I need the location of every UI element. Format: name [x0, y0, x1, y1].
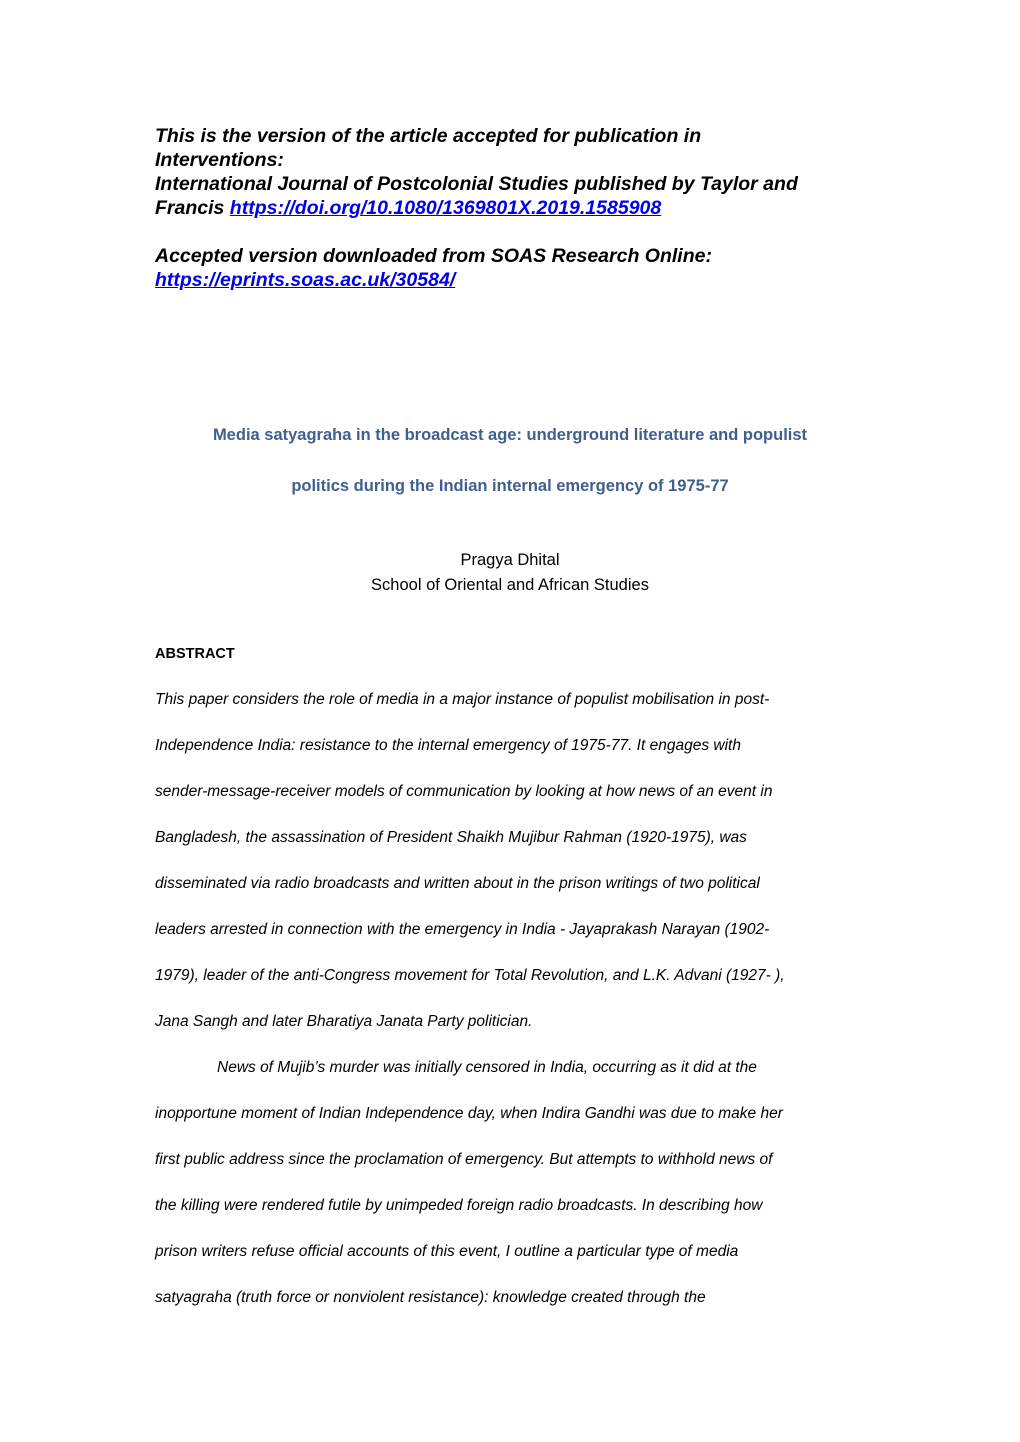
- author-affiliation: School of Oriental and African Studies: [371, 576, 649, 594]
- abstract-line: inopportune moment of Indian Independence day, when Indira Gandhi was due to make her: [155, 1105, 783, 1122]
- notice-line-4-prefix: Francis: [155, 197, 230, 219]
- abstract-line: News of Mujib’s murder was initially censored in India, occurring as it did at the: [217, 1059, 757, 1076]
- notice-line-1: This is the version of the article accepted for publication in: [155, 125, 702, 147]
- abstract-line: first public address since the proclamation of emergency. But attempts to withhold news of: [155, 1151, 773, 1168]
- author-block: [100, 548, 920, 598]
- abstract-line: prison writers refuse official accounts of this event, I outline a particular type of media: [155, 1243, 739, 1260]
- downloaded-text: Accepted version downloaded from SOAS Research Online:: [155, 245, 712, 267]
- abstract-line: sender-message-receiver models of communication by looking at how news of an event in: [155, 783, 773, 800]
- repository-link[interactable]: https://eprints.soas.ac.uk/30584/: [155, 269, 456, 291]
- abstract-heading: ABSTRACT: [155, 646, 235, 662]
- abstract-line: Independence India: resistance to the internal emergency of 1975-77. It engages with: [155, 737, 741, 754]
- abstract-line: Jana Sangh and later Bharatiya Janata Party politician.: [155, 1013, 533, 1030]
- abstract-line: disseminated via radio broadcasts and written about in the prison writings of two political: [155, 875, 760, 892]
- abstract-line: Bangladesh, the assassination of President Shaikh Mujibur Rahman (1920-1975), was: [155, 829, 747, 846]
- repository-link-line: [155, 268, 855, 292]
- publication-notice: [155, 124, 855, 292]
- notice-line-4: [155, 196, 855, 220]
- author-name: Pragya Dhital: [460, 551, 560, 569]
- notice-line-2: Interventions:: [155, 149, 284, 171]
- abstract-line: This paper considers the role of media in a major instance of populist mobilisation in post-: [155, 691, 770, 708]
- doi-link[interactable]: https://doi.org/10.1080/1369801X.2019.1585908: [229, 197, 662, 219]
- abstract-line: 1979), leader of the anti-Congress movement for Total Revolution, and L.K. Advani (1927- ),: [155, 967, 785, 984]
- abstract-line: the killing were rendered futile by unimpeded foreign radio broadcasts. In describing how: [155, 1197, 763, 1214]
- abstract-line: leaders arrested in connection with the emergency in India - Jayaprakash Narayan (1902-: [155, 921, 770, 938]
- paper-title-line-1: Media satyagraha in the broadcast age: underground literature and populist: [212, 426, 808, 444]
- paper-title-line-2: politics during the Indian internal emergency of 1975-77: [291, 477, 729, 495]
- notice-line-3: International Journal of Postcolonial Studies published by Taylor and: [155, 173, 798, 195]
- abstract-line: satyagraha (truth force or nonviolent resistance): knowledge created through the: [155, 1289, 706, 1306]
